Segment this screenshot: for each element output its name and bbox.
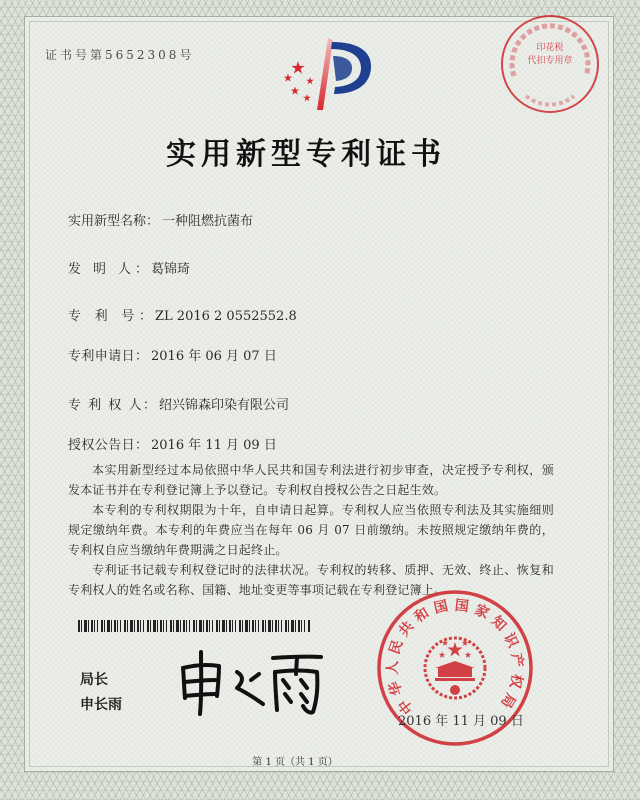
- signature-stroke: [251, 674, 259, 680]
- signature-stroke: [283, 680, 289, 688]
- certificate-title: 实用新型专利证书: [166, 137, 446, 172]
- signature-stroke: [301, 680, 307, 688]
- seal-date: 2016 年 11 月 09 日: [398, 714, 524, 729]
- barcode: [78, 620, 310, 632]
- field-patent-number: [68, 309, 297, 325]
- emblem-gate-roof: [435, 661, 475, 668]
- body-paragraph: 专利证书记载专利权登记时的法律状况。专利权的转移、质押、无效、终止、恢复和专利权人的姓名或名称、国籍、地址变更等事项记载在专利登记簿上。: [68, 563, 554, 597]
- field-value: ZL 2016 2 0552552.8: [155, 309, 297, 324]
- field-label: 专 利 号：: [68, 309, 152, 324]
- signature-stroke: [275, 671, 317, 713]
- handwritten-signature: [175, 648, 325, 720]
- signatory-title: 局长: [80, 672, 108, 688]
- signature-stroke: [301, 694, 307, 702]
- field-value: 一种阻燃抗菌布: [162, 214, 254, 229]
- field-label: 实用新型名称：: [68, 214, 160, 229]
- logo-star-icon: [291, 61, 304, 74]
- logo-star-icon: [306, 77, 314, 84]
- emblem-small-star-icon: [439, 652, 446, 658]
- field-value: 绍兴锦森印染有限公司: [159, 398, 290, 413]
- field-utility-model-name: [68, 214, 253, 230]
- tax-stamp-line1: 印花税: [536, 43, 564, 53]
- logo-star-icon: [291, 87, 300, 95]
- emblem-small-star-icon: [465, 652, 472, 658]
- field-filing-date: [68, 349, 277, 365]
- tax-stamp-lower-lettering: [526, 96, 574, 105]
- seal-ring-text-path: 中华人民共和国国家知识产权局: [384, 597, 526, 717]
- signatory-name: 申长雨: [80, 697, 122, 713]
- logo-p-stem: [317, 38, 333, 110]
- body-paragraph: 本专利的专利权期限为十年，自申请日起算。专利权人应当依照专利法及其实施细则规定缴纳年费。本专利的年费应当在每年 06 月 07 日前缴纳。未按照规定缴纳年费的，专利权自应当缴纳年费期满之日起终止。: [68, 503, 554, 557]
- emblem-gate: [438, 668, 472, 677]
- logo-star-icon: [284, 74, 293, 82]
- signature-stroke: [237, 672, 263, 704]
- page-indicator: 第 1 页（共 1 页）: [252, 757, 338, 768]
- field-patentee: [68, 398, 289, 414]
- emblem-large-star-icon: [447, 642, 462, 656]
- field-label: 专 利 权 人：: [68, 398, 156, 413]
- body-paragraph: 本实用新型经过本局依照中华人民共和国专利法进行初步审查，决定授予专利权，颁发本证书并在专利登记簿上予以登记。专利权自授权公告之日起生效。: [68, 463, 554, 497]
- logo-p-inner: [333, 56, 352, 81]
- field-value: 2016 年 11 月 09 日: [151, 438, 277, 453]
- signature-stroke: [275, 672, 277, 710]
- signature-stroke: [285, 694, 291, 702]
- field-value: 2016 年 06 月 07 日: [151, 349, 277, 364]
- field-label: 授权公告日：: [68, 438, 148, 453]
- certificate-body: [68, 460, 554, 600]
- national-emblem-icon: [425, 638, 485, 698]
- field-value: 葛锦琦: [151, 262, 191, 277]
- cnipa-logo: [276, 34, 376, 114]
- field-grant-date: [68, 438, 277, 454]
- tax-stamp: [498, 12, 602, 116]
- field-label: 发 明 人：: [68, 262, 148, 277]
- field-label: 专利申请日：: [68, 349, 148, 364]
- certificate-number: 证书号第5652308号: [45, 48, 195, 62]
- emblem-gear: [450, 685, 460, 695]
- emblem-gate-base: [435, 678, 475, 681]
- emblem-small-star-icon: [462, 640, 469, 646]
- signature-stroke: [200, 652, 201, 714]
- field-inventor: [68, 262, 190, 278]
- logo-star-icon: [303, 94, 311, 101]
- tax-stamp-line2: 代扣专用章: [527, 56, 573, 66]
